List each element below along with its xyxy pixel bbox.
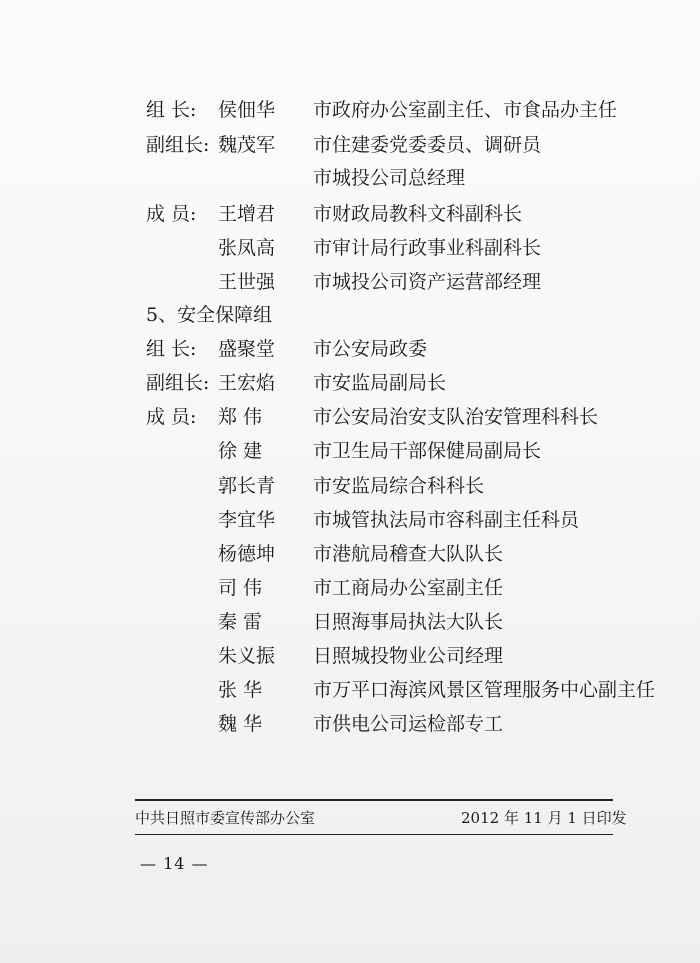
member-name: 秦 雷 [218,611,263,633]
roster-row-member [0,571,700,605]
member-name: 朱义振 [218,645,276,667]
roster-row-member [0,231,700,265]
member-title: 市安监局副局长 [313,372,447,394]
section-heading: 5、安全保障组 [146,304,273,326]
member-name: 杨德坤 [218,543,276,565]
member-name: 郭长青 [218,475,276,497]
member-name: 王世强 [218,271,276,293]
member-name: 郑 伟 [218,406,263,428]
roster-row-deputy-continued [0,161,700,195]
roster-row-member [0,400,700,434]
member-name: 侯佃华 [218,99,276,121]
member-title: 市公安局治安支队治安管理科科长 [313,406,599,428]
footer-bottom-rule [135,834,613,835]
member-name: 张凤高 [218,237,276,259]
member-name: 李宜华 [218,509,276,531]
role-label: 副组长: [146,134,210,156]
roster-row-member [0,503,700,537]
roster-row-member [0,434,700,468]
member-title: 市城投公司资产运营部经理 [313,271,542,293]
role-label: 成 员: [146,203,197,225]
member-title: 市审计局行政事业科副科长 [313,237,542,259]
roster-row-deputy [0,128,700,162]
roster-row-leader [0,332,700,366]
member-name: 盛聚堂 [218,338,276,360]
member-name: 魏 华 [218,713,263,735]
roster-row-member [0,673,700,707]
member-title: 市财政局教科文科副科长 [313,203,523,225]
member-title: 市城管执法局市容科副主任科员 [313,509,580,531]
role-label: 组 长: [146,99,197,121]
member-name: 王增君 [218,203,276,225]
footer-print-date: 2012 年 11 月 1 日印发 [461,809,627,827]
role-label: 成 员: [146,406,197,428]
footer-top-rule [135,799,613,801]
member-name: 张 华 [218,679,263,701]
roster-row-member [0,639,700,673]
member-title: 市万平口海滨风景区管理服务中心副主任 [313,679,656,701]
member-title: 市安监局综合科科长 [313,475,485,497]
roster-row-member [0,537,700,571]
roster-row-member [0,265,700,299]
member-title: 市城投公司总经理 [313,167,466,189]
member-title: 市公安局政委 [313,338,428,360]
member-title: 市住建委党委委员、调研员 [313,134,542,156]
member-title: 市工商局办公室副主任 [313,577,504,599]
member-title: 市卫生局干部保健局副局长 [313,440,542,462]
roster-row-member [0,605,700,639]
roster-row-leader [0,93,700,127]
member-title: 日照城投物业公司经理 [313,645,504,667]
roster-row-deputy [0,366,700,400]
member-title: 市供电公司运检部专工 [313,713,504,735]
footer-issuer: 中共日照市委宣传部办公室 [135,809,316,827]
member-title: 市政府办公室副主任、市食品办主任 [313,99,618,121]
member-name: 徐 建 [218,440,263,462]
roster-row-member [0,197,700,231]
page-number: — 14 — [140,854,209,873]
role-label: 副组长: [146,372,210,394]
roster-row-member [0,469,700,503]
role-label: 组 长: [146,338,197,360]
member-name: 司 伟 [218,577,263,599]
roster-row-member [0,707,700,741]
member-title: 日照海事局执法大队长 [313,611,504,633]
member-name: 魏茂军 [218,134,276,156]
member-title: 市港航局稽查大队队长 [313,543,504,565]
member-name: 王宏焰 [218,372,276,394]
